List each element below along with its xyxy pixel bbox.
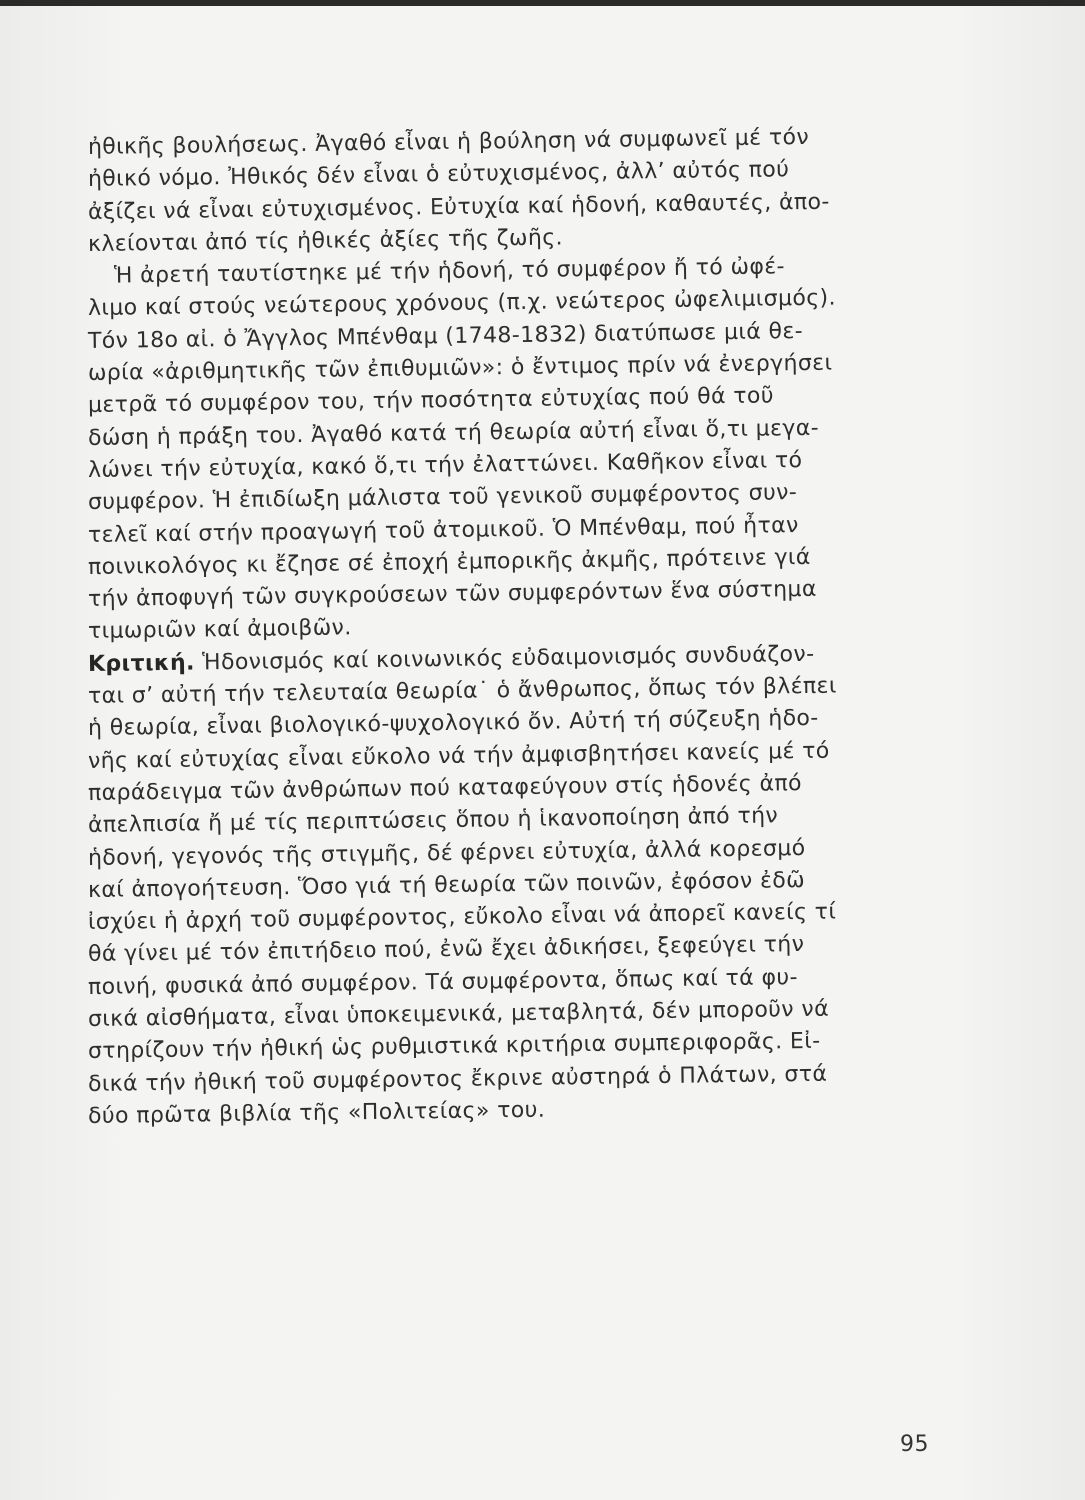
text-line: Τόν 18ο αἰ. ὁ Ἄγγλος Μπένθαμ (1748-1832) διατύπωσε μιά θε- [87,318,804,354]
text-line: ποινή, φυσικά ἀπό συμφέρον. Τά συμφέροντα, ὅπως καί τά φυ- [87,964,799,1000]
text-line: τήν ἀποφυγή τῶν συγκρούσεων τῶν συμφερόντων ἕνα σύστημα [87,576,817,613]
text-line: δικά τήν ἠθική τοῦ συμφέροντος ἔκρινε αὐστηρά ὁ Πλάτων, στά [87,1061,828,1097]
text-line: λώνει τήν εὐτυχία, κακό ὅ,τι τήν ἐλαττώνει. Καθῆκον εἶναι τό [87,447,803,483]
text-line: συμφέρον. Ἡ ἐπιδίωξη μάλιστα τοῦ γενικοῦ συμφέροντος συν- [87,480,798,516]
text-line: παράδειγμα τῶν ἀνθρώπων πού καταφεύγουν στίς ἡδονές ἀπό [87,770,803,806]
text-line: τελεῖ καί στήν προαγωγή τοῦ ἀτομικοῦ. Ὁ Μπένθαμ, πού ἦταν [87,512,799,548]
text-line: λιμο καί στούς νεώτερους χρόνους (π.χ. νεώτερος ὠφελιμισμός). [87,286,837,322]
text-line: δύο πρῶτα βιβλία τῆς «Πολιτείας» του. [87,1097,546,1129]
book-page [0,6,1085,1500]
text-line: ἀξίζει νά εἶναι εὐτυχισμένος. Εὐτυχία καί ἡδονή, καθαυτές, ἀπο- [87,189,830,225]
page-number: 95 [900,1432,929,1457]
text-line: ἡ θεωρία, εἶναι βιολογικό-ψυχολογικό ὄν. Αὐτή τή σύζευξη ἡδο- [87,706,819,742]
text-line: τιμωριῶν καί ἀμοιβῶν. [87,615,352,645]
text-line: ται σ’ αὐτή τήν τελευταία θεωρία˙ ὁ ἄνθρωπος, ὅπως τόν βλέπει [87,673,837,710]
critique-heading: Κριτική. [87,650,195,677]
text-line: ποινικολόγος κι ἔζησε σέ ἐποχή ἐμπορικῆς ἀκμῆς, πρότεινε γιά [87,544,811,580]
body-text [87,124,928,1133]
text-line: κλείονται ἀπό τίς ἠθικές ἀξίες τῆς ζωῆς. [87,225,564,257]
text-line: ωρία «ἀριθμητικῆς τῶν ἐπιθυμιῶν»: ὁ ἔντιμος πρίν νά ἐνεργήσει [87,350,833,387]
text-line: Ἡ ἀρετή ταυτίστηκε μέ τήν ἡδονή, τό συμφέρον ἤ τό ὠφέ- [113,254,786,289]
critique-first-line-text: Ἡδονισμός καί κοινωνικός εὐδαιμονισμός συνδυάζον- [194,641,815,676]
text-line: νῆς καί εὐτυχίας εἶναι εὔκολο νά τήν ἀμφισβητήσει κανείς μέ τό [87,738,830,774]
text-line: στηρίζουν τήν ἠθική ὡς ρυθμιστικά κριτήρια συμπεριφορᾶς. Εἰ- [87,1029,821,1065]
text-line: θά γίνει μέ τόν ἐπιτήδειο πού, ἐνῶ ἔχει ἀδικήσει, ξεφεύγει τήν [87,932,805,968]
text-line: δώση ἡ πράξη του. Ἀγαθό κατά τή θεωρία αὐτή εἶναι ὅ,τι μεγα- [87,415,820,451]
text-line: ἀπελπισία ἤ μέ τίς περιπτώσεις ὅπου ἡ ἱκανοποίηση ἀπό τήν [87,803,779,839]
text-line: σικά αἰσθήματα, εἶναι ὑποκειμενικά, μεταβλητά, δέν μποροῦν νά [87,996,830,1033]
text-line: ἰσχύει ἡ ἀρχή τοῦ συμφέροντος, εὔκολο εἶναι νά ἀπορεῖ κανείς τί [87,899,837,936]
text-line: ἡδονή, γεγονός τῆς στιγμῆς, δέ φέρνει εὐτυχία, ἀλλά κορεσμό [87,835,806,871]
text-line: ἠθικῆς βουλήσεως. Ἀγαθό εἶναι ἡ βούληση νά συμφωνεῖ μέ τόν [87,124,810,160]
text-line: μετρᾶ τό συμφέρον του, τήν ποσότητα εὐτυχίας πού θά τοῦ [87,383,775,419]
text-line: καί ἀπογοήτευση. Ὅσο γιά τή θεωρία τῶν ποινῶν, ἐφόσον ἐδῶ [87,867,806,903]
text-line: ἠθικό νόμο. Ἠθικός δέν εἶναι ὁ εὐτυχισμένος, ἀλλ’ αὐτός πού [87,157,790,193]
